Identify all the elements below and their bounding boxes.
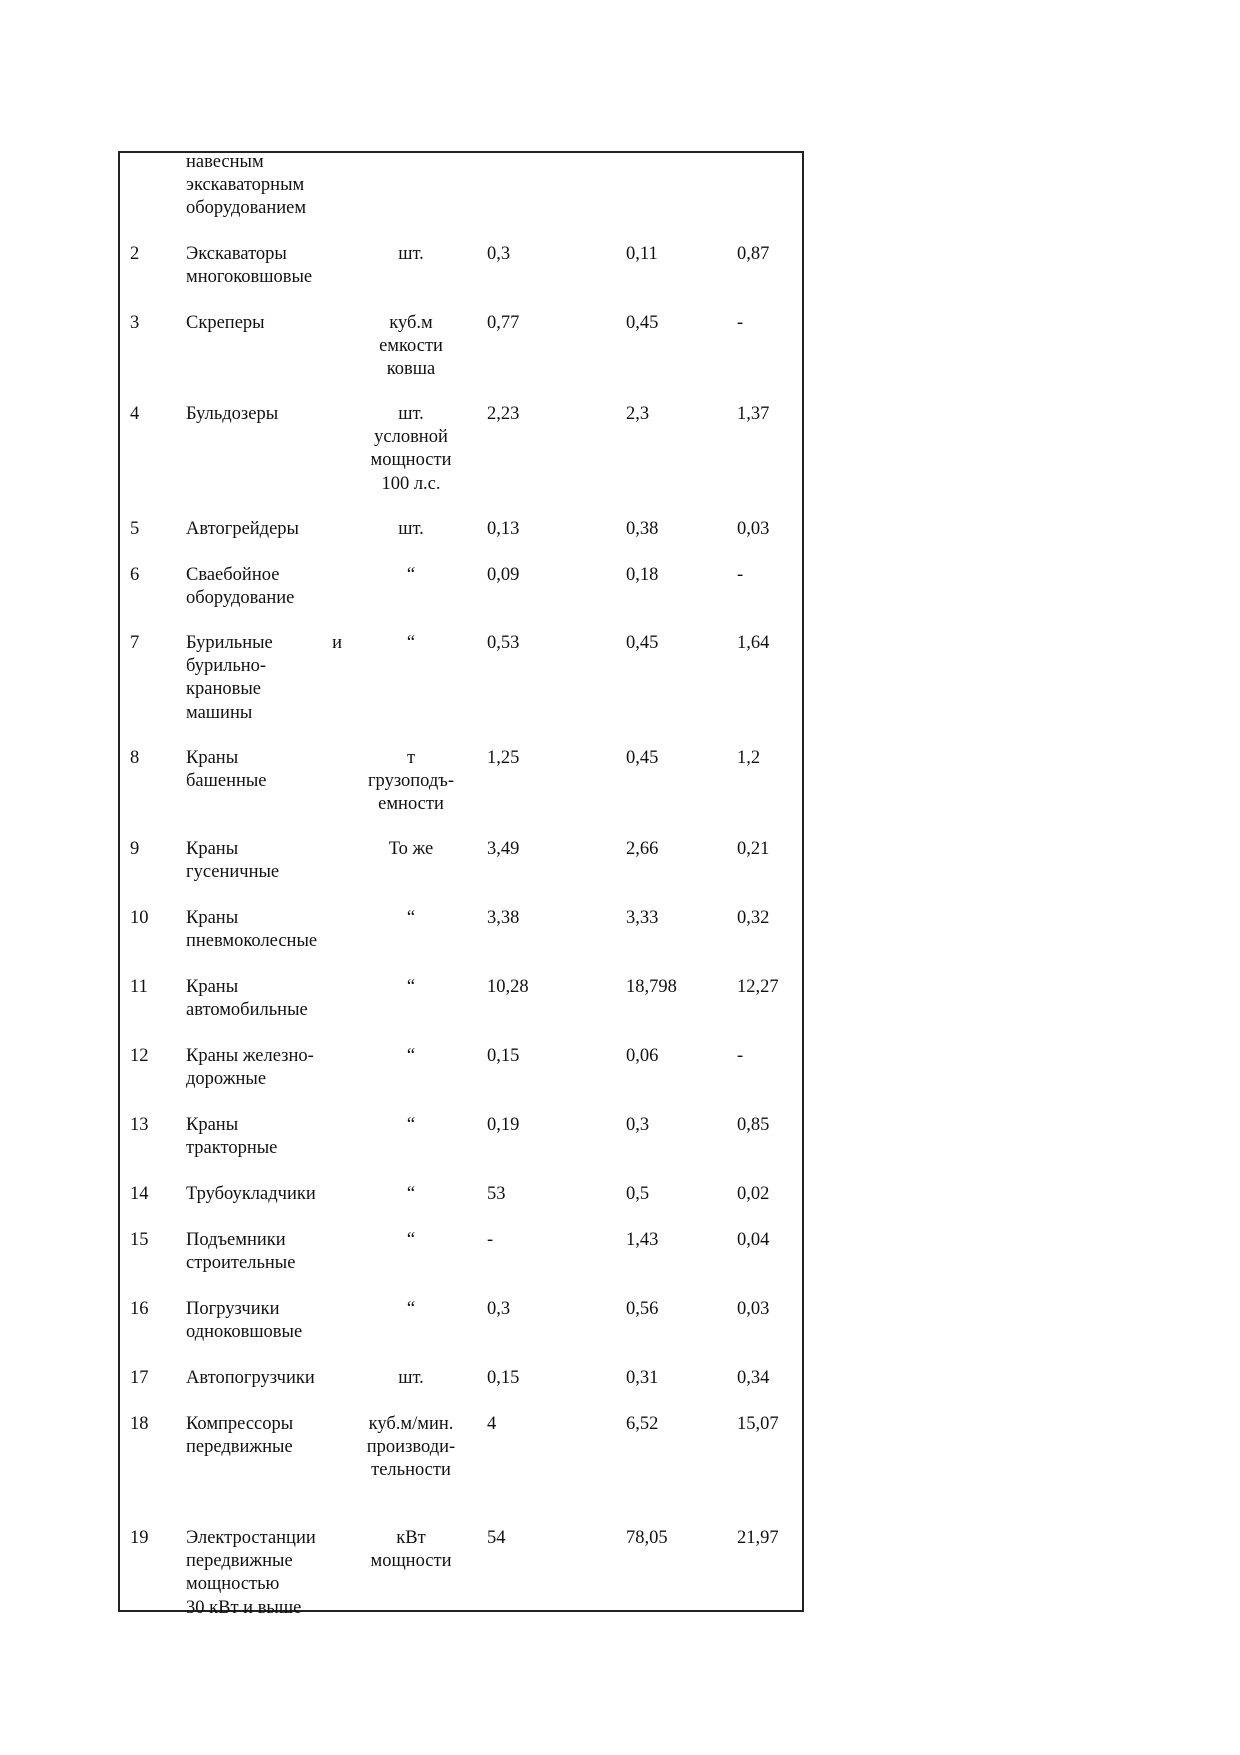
value-col-3: - bbox=[737, 1046, 744, 1066]
value-col-2: 0,56 bbox=[626, 1299, 659, 1319]
unit-line: условной bbox=[374, 427, 448, 448]
value-col-2: 6,52 bbox=[626, 1414, 659, 1434]
unit-line: “ bbox=[406, 908, 416, 928]
value-col-2: 0,45 bbox=[626, 313, 659, 333]
unit-line: “ bbox=[406, 565, 416, 585]
row-number: 19 bbox=[130, 1528, 149, 1548]
unit-line: шт. bbox=[398, 519, 424, 539]
machine-name-line: передвижные bbox=[186, 1437, 293, 1458]
value-col-1: 53 bbox=[487, 1184, 506, 1204]
machine-name-line: Краны железно- bbox=[186, 1046, 314, 1066]
unit-of-measure bbox=[352, 243, 470, 266]
machine-name-line: Сваебойное bbox=[186, 565, 280, 585]
value-col-3: 1,2 bbox=[737, 748, 761, 768]
unit-of-measure bbox=[352, 518, 470, 541]
unit-line: тельности bbox=[371, 1460, 451, 1481]
value-col-2: 2,66 bbox=[626, 839, 659, 859]
machine-name-line: бурильно- bbox=[186, 656, 267, 677]
machine-name bbox=[186, 632, 342, 725]
machine-name-line: экскаваторным bbox=[186, 175, 305, 196]
value-col-3: 0,87 bbox=[737, 244, 770, 264]
unit-line: шт. bbox=[398, 404, 424, 424]
value-col-2: 3,33 bbox=[626, 908, 659, 928]
row-number: 6 bbox=[130, 565, 140, 585]
machine-name-line: башенные bbox=[186, 771, 267, 792]
unit-line: ковша bbox=[386, 359, 436, 380]
machine-name-line: тракторные bbox=[186, 1138, 278, 1159]
value-col-2: 0,18 bbox=[626, 565, 659, 585]
value-col-3: 0,03 bbox=[737, 519, 770, 539]
value-col-2: 1,43 bbox=[626, 1230, 659, 1250]
unit-line: т bbox=[406, 748, 416, 768]
unit-of-measure bbox=[352, 632, 470, 655]
value-col-1: 10,28 bbox=[487, 977, 529, 997]
machine-name-line: оборудование bbox=[186, 588, 295, 609]
value-col-3: 0,85 bbox=[737, 1115, 770, 1135]
row-number: 7 bbox=[130, 633, 140, 653]
row-number: 15 bbox=[130, 1230, 149, 1250]
row-number: 12 bbox=[130, 1046, 149, 1066]
value-col-1: 2,23 bbox=[487, 404, 520, 424]
machine-name-line: одноковшовые bbox=[186, 1322, 303, 1343]
unit-line: шт. bbox=[398, 1368, 424, 1388]
machine-name-line: 30 кВт и выше bbox=[186, 1597, 302, 1618]
machine-name-line: мощностью bbox=[186, 1574, 280, 1595]
value-col-3: 0,03 bbox=[737, 1299, 770, 1319]
unit-of-measure bbox=[352, 312, 470, 382]
unit-of-measure bbox=[352, 747, 470, 817]
machine-name-line: Краны bbox=[186, 977, 239, 997]
row-number: 13 bbox=[130, 1115, 149, 1135]
value-col-2: 18,798 bbox=[626, 977, 677, 997]
machine-name bbox=[186, 151, 342, 221]
value-col-2: 78,05 bbox=[626, 1528, 668, 1548]
row-number: 17 bbox=[130, 1368, 149, 1388]
value-col-1: 4 bbox=[487, 1414, 497, 1434]
machine-name-line: Компрессоры bbox=[186, 1414, 294, 1434]
machine-name bbox=[186, 243, 342, 289]
row-number: 11 bbox=[130, 977, 148, 997]
value-col-3: 12,27 bbox=[737, 977, 779, 997]
value-col-3: 1,37 bbox=[737, 404, 770, 424]
unit-line: “ bbox=[406, 1046, 416, 1066]
value-col-1: 0,09 bbox=[487, 565, 520, 585]
machine-name bbox=[186, 1183, 342, 1206]
value-col-3: 0,34 bbox=[737, 1368, 770, 1388]
row-number: 14 bbox=[130, 1184, 149, 1204]
machine-name-line: строительные bbox=[186, 1253, 296, 1274]
machine-name-line: пневмоколесные bbox=[186, 931, 318, 952]
machine-name-line: крановые bbox=[186, 679, 261, 700]
machine-name-line: Краны bbox=[186, 748, 239, 768]
value-col-2: 0,45 bbox=[626, 748, 659, 768]
machine-name-line: передвижные bbox=[186, 1551, 293, 1572]
machine-name-line: Подъемники bbox=[186, 1230, 286, 1250]
machine-name bbox=[186, 1527, 342, 1620]
unit-line: “ bbox=[406, 977, 416, 997]
unit-line: “ bbox=[406, 1299, 416, 1319]
value-col-3: 0,02 bbox=[737, 1184, 770, 1204]
value-col-3: - bbox=[737, 565, 744, 585]
machine-name bbox=[186, 403, 342, 426]
value-col-1: 0,3 bbox=[487, 1299, 511, 1319]
unit-of-measure bbox=[352, 1183, 470, 1206]
value-col-1: 0,3 bbox=[487, 244, 511, 264]
machine-name bbox=[186, 312, 342, 335]
unit-of-measure bbox=[352, 1229, 470, 1252]
unit-line: производи- bbox=[366, 1437, 456, 1458]
data-table bbox=[118, 151, 804, 1618]
value-col-1: 3,49 bbox=[487, 839, 520, 859]
value-col-1: 0,77 bbox=[487, 313, 520, 333]
machine-name bbox=[186, 838, 342, 884]
unit-of-measure bbox=[352, 564, 470, 587]
machine-name-line: Бурильные и bbox=[186, 633, 342, 653]
machine-name bbox=[186, 518, 342, 541]
value-col-2: 0,38 bbox=[626, 519, 659, 539]
unit-of-measure bbox=[352, 838, 470, 861]
machine-name-line: дорожные bbox=[186, 1069, 267, 1090]
unit-line: “ bbox=[406, 633, 416, 653]
machine-name bbox=[186, 1367, 342, 1390]
machine-name-line: Скреперы bbox=[186, 313, 265, 333]
row-number: 5 bbox=[130, 519, 140, 539]
unit-of-measure bbox=[352, 1413, 470, 1483]
value-col-3: 1,64 bbox=[737, 633, 770, 653]
value-col-2: 0,31 bbox=[626, 1368, 659, 1388]
unit-of-measure bbox=[352, 1298, 470, 1321]
value-col-1: 0,13 bbox=[487, 519, 520, 539]
machine-name-line: Бульдозеры bbox=[186, 404, 279, 424]
machine-name-line: Краны bbox=[186, 908, 239, 928]
machine-name-line: Погрузчики bbox=[186, 1299, 280, 1319]
machine-name-line: Электростанции bbox=[186, 1528, 316, 1548]
unit-line: “ bbox=[406, 1184, 416, 1204]
row-number: 18 bbox=[130, 1414, 149, 1434]
machine-name bbox=[186, 976, 342, 1022]
machine-name-line: Автогрейдеры bbox=[186, 519, 299, 539]
value-col-2: 0,06 bbox=[626, 1046, 659, 1066]
row-number: 2 bbox=[130, 244, 140, 264]
unit-of-measure bbox=[352, 907, 470, 930]
unit-line: “ bbox=[406, 1115, 416, 1135]
row-number: 3 bbox=[130, 313, 140, 333]
value-col-2: 0,3 bbox=[626, 1115, 650, 1135]
value-col-2: 2,3 bbox=[626, 404, 650, 424]
value-col-1: 0,15 bbox=[487, 1368, 520, 1388]
machine-name bbox=[186, 564, 342, 610]
value-col-1: - bbox=[487, 1230, 494, 1250]
machine-name bbox=[186, 1229, 342, 1275]
machine-name-line: оборудованием bbox=[186, 198, 307, 219]
unit-line: шт. bbox=[398, 244, 424, 264]
value-col-3: 21,97 bbox=[737, 1528, 779, 1548]
value-col-1: 0,53 bbox=[487, 633, 520, 653]
unit-of-measure bbox=[352, 1367, 470, 1390]
machine-name bbox=[186, 907, 342, 953]
value-col-2: 0,45 bbox=[626, 633, 659, 653]
value-col-3: 0,32 bbox=[737, 908, 770, 928]
unit-line: куб.м/мин. bbox=[368, 1414, 454, 1434]
value-col-1: 0,19 bbox=[487, 1115, 520, 1135]
machine-name-line: Трубоукладчики bbox=[186, 1184, 316, 1204]
machine-name-line: Автопогрузчики bbox=[186, 1368, 315, 1388]
machine-name-line: Краны bbox=[186, 1115, 239, 1135]
value-col-3: 0,21 bbox=[737, 839, 770, 859]
unit-of-measure bbox=[352, 976, 470, 999]
row-number: 16 bbox=[130, 1299, 149, 1319]
machine-name-line: Экскаваторы bbox=[186, 244, 287, 264]
row-number: 10 bbox=[130, 908, 149, 928]
unit-line: куб.м bbox=[389, 313, 433, 333]
machine-name-line: гусеничные bbox=[186, 862, 280, 883]
value-col-3: 0,04 bbox=[737, 1230, 770, 1250]
value-col-3: - bbox=[737, 313, 744, 333]
machine-name bbox=[186, 1413, 342, 1459]
machine-name-line: машины bbox=[186, 702, 253, 723]
unit-line: То же bbox=[388, 839, 434, 859]
unit-line: емности bbox=[378, 794, 444, 815]
value-col-1: 54 bbox=[487, 1528, 506, 1548]
machine-name bbox=[186, 1298, 342, 1344]
unit-of-measure bbox=[352, 1114, 470, 1137]
value-col-1: 0,15 bbox=[487, 1046, 520, 1066]
value-col-1: 1,25 bbox=[487, 748, 520, 768]
unit-of-measure bbox=[352, 1045, 470, 1068]
row-number: 4 bbox=[130, 404, 140, 424]
unit-line: емкости bbox=[379, 336, 443, 357]
machine-name-line: автомобильные bbox=[186, 1000, 308, 1021]
value-col-2: 0,11 bbox=[626, 244, 658, 264]
machine-name-line: Краны bbox=[186, 839, 239, 859]
value-col-2: 0,5 bbox=[626, 1184, 650, 1204]
unit-line: мощности bbox=[370, 450, 452, 471]
machine-name-line: многоковшовые bbox=[186, 267, 313, 288]
unit-of-measure bbox=[352, 1527, 470, 1573]
value-col-3: 15,07 bbox=[737, 1414, 779, 1434]
machine-name bbox=[186, 1045, 342, 1091]
machine-name bbox=[186, 1114, 342, 1160]
row-number: 9 bbox=[130, 839, 140, 859]
row-number: 8 bbox=[130, 748, 140, 768]
unit-line: мощности bbox=[370, 1551, 452, 1572]
value-col-1: 3,38 bbox=[487, 908, 520, 928]
unit-line: кВт bbox=[396, 1528, 426, 1548]
machine-name-line: навесным bbox=[186, 152, 264, 172]
unit-line: грузоподъ- bbox=[367, 771, 455, 792]
machine-name bbox=[186, 747, 342, 793]
unit-of-measure bbox=[352, 403, 470, 496]
unit-line: 100 л.с. bbox=[381, 473, 441, 494]
unit-line: “ bbox=[406, 1230, 416, 1250]
